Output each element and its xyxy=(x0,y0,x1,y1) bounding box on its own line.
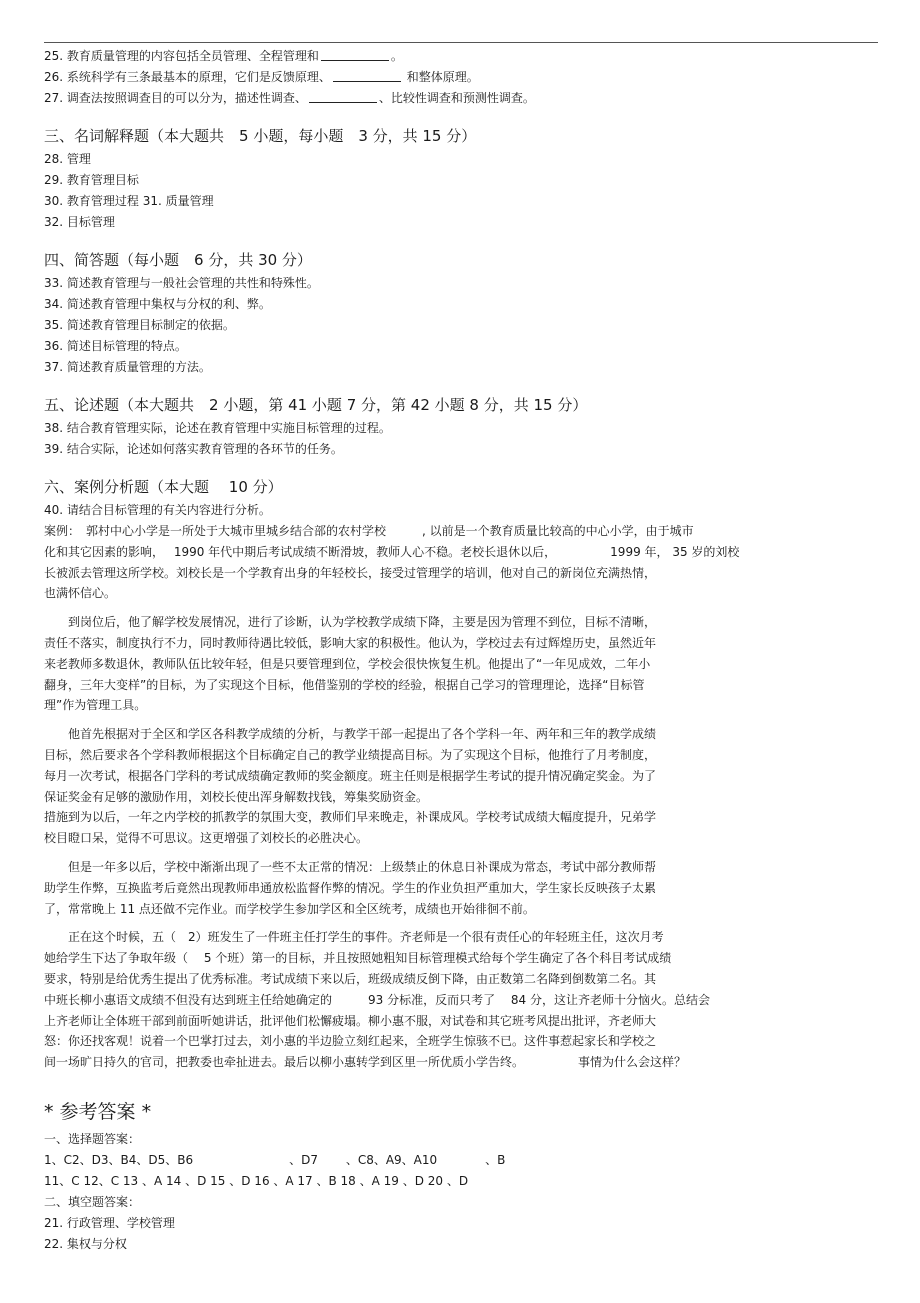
case-line: 校目瞪口呆，觉得不可思议。这更增强了刘校长的必胜决心。 xyxy=(44,831,369,846)
case-line: 保证奖金有足够的激励作用，刘校长使出浑身解数找钱，筹集奖励资金。 xyxy=(44,789,429,804)
list-item: 34. 简述教育管理中集权与分权的利、弊。 xyxy=(44,297,271,311)
answers-title: * 参考答案 * xyxy=(44,1100,152,1123)
question-text: 25. 教育质量管理的内容包括全员管理、全程管理和 xyxy=(44,49,319,63)
list-item: 33. 简述教育管理与一般社会管理的共性和特殊性。 xyxy=(44,276,319,290)
question-text-end: 、比较性调查和预测性调查。 xyxy=(378,91,535,105)
case-line: 要求，特别是给优秀生提出了优秀标准。考试成绩下来以后，班级成绩反倒下降，由正数第二名降到倒数第二名。其 xyxy=(44,971,657,986)
list-item: 28. 管理 xyxy=(44,152,91,166)
case-line: 措施到为以后，一年之内学校的抓教学的氛围大变，教师们早来晚走，补课成风。学校考试成绩大幅度提升，兄弟学 xyxy=(44,810,657,825)
list-item: 30. 教育管理过程 31. 质量管理 xyxy=(44,194,214,208)
list-item: 29. 教育管理目标 xyxy=(44,173,139,187)
list-item: 38. 结合教育管理实际，论述在教育管理中实施目标管理的过程。 xyxy=(44,421,391,435)
list-item: 37. 简述教育质量管理的方法。 xyxy=(44,360,211,374)
list-item: 32. 目标管理 xyxy=(44,215,115,229)
case-line: 目标，然后要求各个学科教师根据这个目标确定自己的教学业绩提高目标。为了实现这个目标，他推行了月考制度， xyxy=(44,747,657,762)
document-page xyxy=(44,46,864,1255)
list-item: 35. 简述教育管理目标制定的依据。 xyxy=(44,318,235,332)
answers-choice-heading: 一、选择题答案： xyxy=(44,1131,141,1146)
section-heading-essay: 五、论述题（本大题共 2 小题，第 41 小题 7 分，第 42 小题 8 分，共 15 分） xyxy=(44,396,588,414)
case-paragraph-5 xyxy=(44,927,864,1073)
case-line: 案例： 郭村中心小学是一所处于大城市里城乡结合部的农村学校 , 以前是一个教育质量比较高的中心小学，由于城市 xyxy=(44,524,694,538)
case-line: 来老教师多数退休，教师队伍比较年轻，但是只要管理到位，学校会很快恢复生机。他提出了“一年见成效，二年小 xyxy=(44,656,651,671)
question-text: 26. 系统科学有三条最基本的原理，它们是反馈原理、 xyxy=(44,70,331,84)
case-paragraph-3 xyxy=(44,724,864,849)
question-text-end: 和整体原理。 xyxy=(402,70,479,84)
section-heading-case: 六、案例分析题（本大题 10 分） xyxy=(44,478,283,496)
question-26 xyxy=(44,67,864,88)
case-line: 长被派去管理这所学校。刘校长是一个学教育出身的年轻校长，接受过管理学的培训，他对自己的新岗位充满热情， xyxy=(44,565,657,580)
case-line: 了，常常晚上 11 点还做不完作业。而学校学生参加学区和全区统考，成绩也开始徘徊不前。 xyxy=(44,901,535,916)
case-line: 翻身，三年大变样”的目标，为了实现这个目标，他借鉴别的学校的经验，根据自己学习的管理理论，选择“目标管 xyxy=(44,677,645,692)
answers-choice-line: 11、C 12、C 13 、A 14 、D 15 、D 16 、A 17 、B 18 、A 19 、D 20 、D xyxy=(44,1173,469,1188)
case-line: 中班长柳小惠语文成绩不但没有达到班主任给她确定的 93 分标准，反而只考了 84 分，这让齐老师十分恼火。总结会 xyxy=(44,992,710,1007)
section-heading-short-answer: 四、简答题（每小题 6 分，共 30 分） xyxy=(44,251,312,269)
list-item: 36. 简述目标管理的特点。 xyxy=(44,339,187,353)
case-line: 正在这个时候，五（ 2）班发生了一件班主任打学生的事件。齐老师是一个很有责任心的年轻班主任，这次月考 xyxy=(44,930,664,945)
case-line: 他首先根据对于全区和学区各科教学成绩的分析，与教学干部一起提出了各个学科一年、两年和三年的教学成绩 xyxy=(44,727,657,742)
question-25 xyxy=(44,46,864,67)
case-line: 上齐老师让全体班干部到前面听她讲话，批评他们松懈疲塌。柳小惠不服，对试卷和其它班考风提出批评，齐老师大 xyxy=(44,1013,657,1028)
answers-fill-item: 21. 行政管理、学校管理 xyxy=(44,1215,175,1230)
case-line: 理”作为管理工具。 xyxy=(44,698,147,713)
case-line: 她给学生下达了争取年级（ 5 个班）第一的目标，并且按照她粗知目标管理模式给每个学生确定了各个科目考试成绩 xyxy=(44,951,672,966)
question-40: 40. 请结合目标管理的有关内容进行分析。 xyxy=(44,503,271,517)
question-text-end: 。 xyxy=(390,49,403,63)
question-27 xyxy=(44,88,864,109)
case-line: 到岗位后，他了解学校发展情况，进行了诊断，认为学校教学成绩下降，主要是因为管理不到位，目标不清晰， xyxy=(44,615,657,630)
header-rule xyxy=(44,42,878,43)
case-line: 化和其它因素的影响， 1990 年代中期后考试成绩不断滑坡，教师人心不稳。老校长退休以后， 1999 年， 35 岁的刘校 xyxy=(44,544,740,559)
case-line: 但是一年多以后，学校中渐渐出现了一些不太正常的情况：上级禁止的休息日补课成为常态，考试中部分教师帮 xyxy=(44,859,657,874)
case-line: 责任不落实，制度执行不力，同时教师待遇比较低，影响大家的积极性。他认为，学校过去有过辉煌历史，虽然近年 xyxy=(44,635,657,650)
case-line: 也满怀信心。 xyxy=(44,586,117,601)
answers-choice-line: 1、C2、D3、B4、D5、B6 、D7 、C8、A9、A10 、B xyxy=(44,1152,506,1167)
fill-blank xyxy=(333,69,401,82)
case-paragraph-4 xyxy=(44,857,864,919)
case-paragraph-2 xyxy=(44,612,864,716)
fill-blank xyxy=(309,90,377,103)
case-line: 怒：你还找客观！说着一个巴掌打过去，刘小惠的半边脸立刻红起来，全班学生惊骇不已。这件事惹起家长和学校之 xyxy=(44,1034,657,1049)
case-line: 助学生作弊，互换监考后竟然出现教师串通放松监督作弊的情况。学生的作业负担严重加大，学生家长反映孩子太累 xyxy=(44,880,657,895)
question-text: 27. 调查法按照调查目的可以分为，描述性调查、 xyxy=(44,91,307,105)
list-item: 39. 结合实际，论述如何落实教育管理的各环节的任务。 xyxy=(44,442,343,456)
fill-blank xyxy=(321,48,389,61)
section-heading-terms: 三、名词解释题（本大题共 5 小题，每小题 3 分，共 15 分） xyxy=(44,127,477,145)
answers-fill-heading: 二、填空题答案： xyxy=(44,1194,141,1209)
case-paragraph-1 xyxy=(44,521,864,604)
answers-fill-item: 22. 集权与分权 xyxy=(44,1236,127,1251)
case-line: 每月一次考试，根据各门学科的考试成绩确定教师的奖金额度。班主任则是根据学生考试的提升情况确定奖金。为了 xyxy=(44,768,657,783)
case-line: 间一场旷日持久的官司，把教委也牵扯进去。最后以柳小惠转学到区里一所优质小学告终。 事情为什么会这样？ xyxy=(44,1055,687,1070)
